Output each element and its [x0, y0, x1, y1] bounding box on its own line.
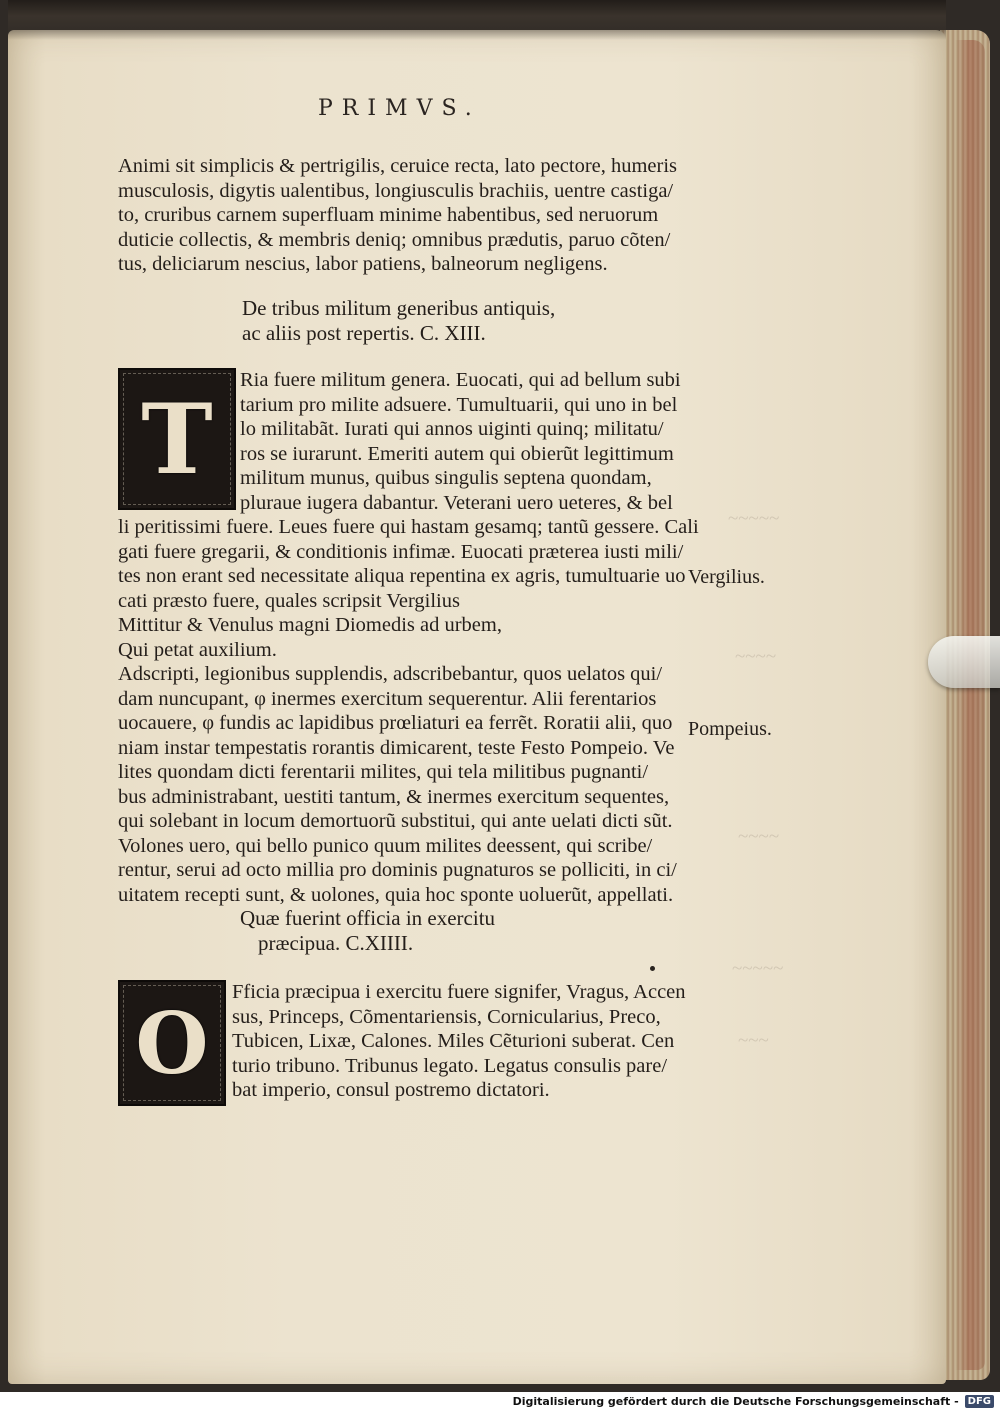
- text-line: uocauere, φ fundis ac lapidibus prœliaturi ea ferrẽt. Roratii alii, quo: [118, 712, 673, 734]
- text-line: dam nuncupant, φ inermes exercitum sequerentur. Alii ferentarios: [118, 687, 657, 710]
- text-line: niam instar tempestatis rorantis dimicarent, teste Festo Pompeio. Ve: [118, 736, 675, 759]
- text-line: Ria fuere militum genera. Euocati, qui ad bellum subi: [240, 369, 681, 391]
- text-line: Fficia præcipua i exercitu fuere signifer, Vragus, Accen: [232, 981, 686, 1003]
- text-line: pluraue iugera dabantur. Veterani uero ueteres, & bel: [240, 491, 673, 514]
- text-line: qui solebant in locum demortuorũ substitui, qui ante uelati dicti sũt.: [118, 810, 673, 832]
- text-line: sus, Princeps, Cõmentariensis, Cornicularius, Preco,: [232, 1005, 661, 1028]
- text-line: cati præsto fuere, quales scripsit Vergilius: [118, 589, 460, 612]
- text-line: musculosis, digytis ualentibus, longiusculis brachiis, uentre castiga/: [118, 179, 674, 202]
- text-line: militum munus, quibus singulis septena quondam,: [240, 467, 652, 489]
- text-line: bat imperio, consul postremo dictatori.: [232, 1079, 550, 1101]
- initial-letter: O: [135, 993, 209, 1093]
- chapter-13-body: [118, 515, 699, 907]
- text-line: tes non erant sed necessitate aliqua repentina ex agris, tumultuarie uo: [118, 565, 686, 587]
- page-top-shadow: [8, 0, 946, 40]
- text-line: præcipua. C.XIIII.: [258, 931, 414, 955]
- show-through-mark: ~~~~: [738, 826, 780, 847]
- paragraph-intro: [118, 154, 677, 277]
- marginal-note-pompeius: Pompeius.: [688, 718, 772, 740]
- footer-credit: Digitalisierung gefördert durch die Deutsche Forschungsgemeinschaft -: [512, 1394, 959, 1408]
- chapter-14-body: [232, 980, 686, 1103]
- marginal-note-vergilius: Vergilius.: [688, 566, 765, 588]
- show-through-mark: ~~~~: [735, 646, 777, 667]
- chapter-13-body-indented: [240, 368, 681, 515]
- text-line: Animi sit simplicis & pertrigilis, ceruice recta, lato pectore, humeris: [118, 155, 678, 177]
- page-clip: [928, 636, 1000, 688]
- text-line: Adscripti, legionibus supplendis, adscribebantur, quos uelatos qui/: [118, 663, 663, 685]
- text-line: uitatem recepti sunt, & uolones, quia hoc sponte uoluerũt, appellati.: [118, 883, 674, 906]
- text-line: rentur, serui ad octo millia pro dominis pugnaturos se polliciti, in ci/: [118, 859, 677, 881]
- text-line: Tubicen, Lixæ, Calones. Miles Cẽturioni suberat. Cen: [232, 1030, 675, 1052]
- text-line: bus administrabant, uestiti tantum, & inermes exercitum sequentes,: [118, 785, 670, 808]
- text-line: tarium pro milite adsuere. Tumultuarii, qui uno in bel: [240, 393, 678, 416]
- decorated-initial-t: [118, 368, 236, 510]
- text-line: Qui petat auxilium.: [118, 638, 277, 661]
- dfg-logo: DFG: [965, 1395, 994, 1408]
- decorated-initial-o: [118, 980, 226, 1106]
- text-line: Quæ fuerint officia in exercitu: [240, 906, 496, 930]
- text-line: lo militabãt. Iurati qui annos uiginti quinq; militatu/: [240, 418, 664, 440]
- text-line: gati fuere gregarii, & conditionis infimæ. Euocati præterea iusti mili/: [118, 540, 684, 563]
- initial-letter: T: [141, 382, 213, 496]
- show-through-mark: ~~~~~: [728, 508, 780, 529]
- text-line: li peritissimi fuere. Leues fuere qui hastam gesamq; tantũ gessere. Cali: [118, 516, 699, 538]
- text-line: duticie collectis, & membris deniq; omnibus prædutis, paruo cõten/: [118, 228, 671, 251]
- show-through-mark: ~~~: [738, 1030, 769, 1051]
- ink-dot: [650, 966, 655, 971]
- text-line: tus, deliciarum nescius, labor patiens, balneorum negligens.: [118, 253, 608, 275]
- text-line: ros se iurarunt. Emeriti autem qui obierũt legittimum: [240, 442, 674, 465]
- book-fore-edge-tint: [955, 40, 985, 1370]
- text-line: Volones uero, qui bello punico quum milites deessent, qui scribe/: [118, 834, 653, 857]
- text-line: turio tribuno. Tribunus legato. Legatus consulis pare/: [232, 1054, 668, 1077]
- running-head: PRIMVS.: [318, 96, 481, 121]
- footer-bar: [0, 1392, 1000, 1410]
- text-line: ac aliis post repertis. C. XIII.: [242, 321, 486, 345]
- chapter-14-heading: [240, 906, 495, 956]
- show-through-mark: ~~~~~: [732, 958, 784, 979]
- text-line: to, cruribus carnem superfluam minime habentibus, sed neruorum: [118, 204, 659, 226]
- text-line: lites quondam dicti ferentarii milites, qui tela militibus pugnanti/: [118, 761, 649, 783]
- chapter-13-heading: [242, 296, 555, 346]
- text-line: Mittitur & Venulus magni Diomedis ad urbem,: [118, 614, 502, 636]
- text-line: De tribus militum generibus antiquis,: [242, 296, 556, 320]
